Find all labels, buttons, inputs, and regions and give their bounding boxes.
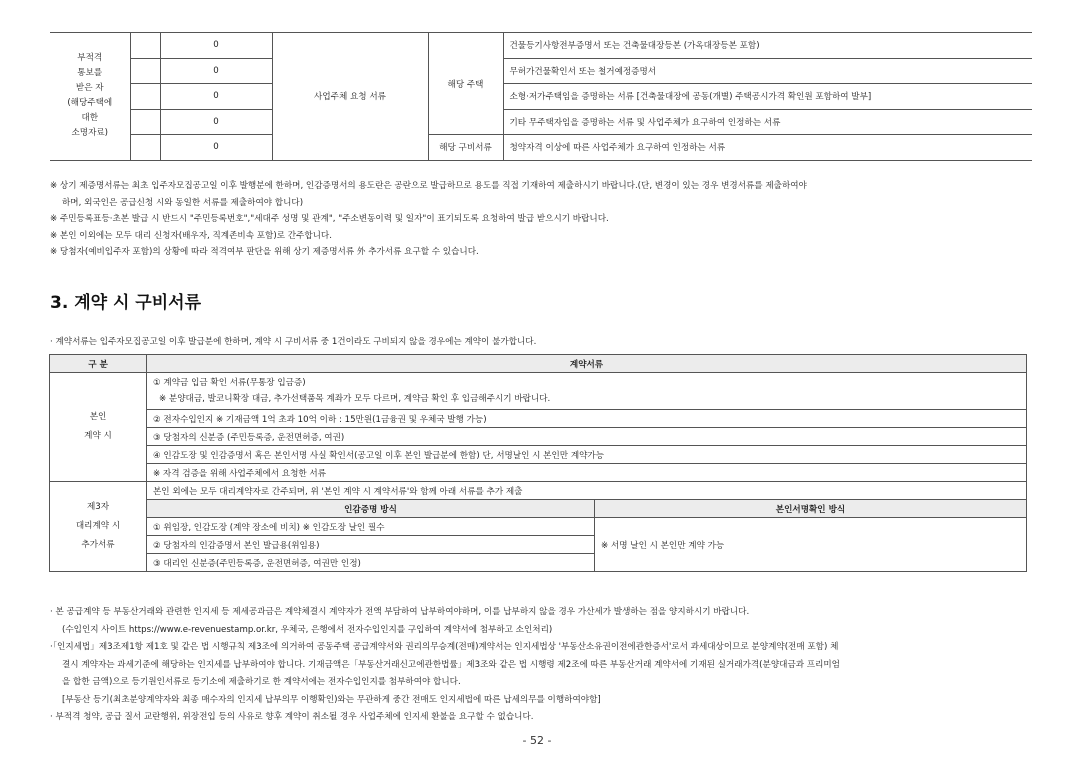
category-line: 부적격 — [77, 53, 103, 64]
self-item: ③ 당첨자의 신분증 (주민등록증, 운전면허증, 여권) — [147, 428, 1027, 446]
label-line: 대리계약 시 — [75, 521, 121, 531]
count-cell: 0 — [160, 135, 272, 161]
category-line: 소명자료) — [71, 128, 109, 139]
blank-cell — [130, 58, 160, 84]
note-line: · 본 공급계약 등 부동산거래와 관련한 인지세 등 제세공과금은 계약체결시 계약자가 전액 부담하여 납부하여야하며, 이를 납부하지 않을 경우 가산세가 발생하는 점을 양지하시기 바랍니다. — [50, 607, 750, 617]
self-contract-label — [50, 373, 147, 482]
ineligible-category-cell — [50, 33, 130, 161]
self-item: ② 전자수입인지 ※ 기재금액 1억 초과 10억 이하 : 15만원(1금융권 및 우체국 발행 가능) — [147, 410, 1027, 428]
notes-block-1 — [50, 178, 1040, 261]
note-line: [부동산 등기(최초분양계약자와 최종 매수자의 인지세 납부의무 이행확인)와는 무관하게 중간 전매도 인지세법에 따른 납세의무를 이행하여야함] — [62, 694, 601, 705]
note-line: · 부적격 청약, 공급 질서 교란행위, 위장전입 등의 사유로 향후 계약이 취소될 경우 사업주체에 인지세 환불을 요구할 수 없습니다. — [50, 712, 534, 722]
category-line: 받은 자 — [75, 83, 104, 94]
label-line: 계약 시 — [84, 431, 112, 441]
count-cell: 0 — [160, 109, 272, 135]
self-item: ※ 자격 검증을 위해 사업주체에서 요청한 서류 — [147, 464, 1027, 482]
note-line: ·「인지세법」제3조제1항 제1호 및 같은 법 시행규칙 제3조에 의거하여 공동주택 공급계약서와 권리의무승계(전매)계약서는 인지세법상 '부동산소유권이전에관한증서'로서 과세대상이므로 분양계약(전매 포함) 체 — [50, 642, 839, 652]
page-number: - 52 - — [522, 734, 552, 747]
header-docs: 계약서류 — [147, 355, 1027, 373]
note-line: 결시 계약자는 과세기준에 해당하는 인지세를 납부하여야 합니다. 기재금액은「부동산거래신고에관한법률」제3조와 같은 법 시행령 제2조에 따른 부동산거래 계약서에 기재된 실거래가격(분양대금과 프리미엄 — [62, 659, 840, 670]
label-line: 제3자 — [86, 502, 110, 512]
blank-cell — [130, 109, 160, 135]
seal-item: ③ 대리인 신분증(주민등록증, 운전면허증, 여권만 인정) — [147, 554, 595, 572]
self-item — [147, 373, 1027, 410]
contract-docs-table — [49, 354, 1027, 572]
seal-item: ② 당첨자의 인감증명서 본인 발급용(위임용) — [147, 536, 595, 554]
note-line: 하며, 외국인은 공급신청 시와 동일한 서류를 제출하여야 합니다) — [62, 197, 304, 208]
item-line: ① 계약금 입금 확인 서류(무통장 입금증) — [153, 378, 306, 388]
item-line: ※ 분양대금, 발코니확장 대금, 추가선택품목 계좌가 모두 다르며, 계약금 확인 후 입금해주시기 바랍니다. — [159, 394, 551, 404]
type-house-cell: 해당 주택 — [428, 33, 503, 135]
doc-cell: 무허가건물확인서 또는 철거예정증명서 — [503, 58, 1032, 84]
sign-note: ※ 서명 날인 시 본인만 계약 가능 — [595, 518, 1027, 572]
type-extra-cell: 해당 구비서류 — [428, 135, 503, 161]
notes-block-2 — [50, 604, 1030, 727]
ineligible-docs-table — [50, 32, 1032, 161]
seal-item: ① 위임장, 인감도장 (계약 장소에 비치) ※ 인감도장 날인 필수 — [147, 518, 595, 536]
count-cell: 0 — [160, 33, 272, 59]
note-line: ※ 본인 이외에는 모두 대리 신청자(배우자, 직계존비속 포함)로 간주합니다. — [50, 230, 332, 241]
category-line: 통보를 — [77, 68, 103, 79]
section-title: 3. 계약 시 구비서류 — [50, 293, 201, 313]
section-intro: · 계약서류는 입주자모집공고일 이후 발급분에 한하며, 계약 시 구비서류 중 1건이라도 구비되지 않을 경우에는 계약이 불가합니다. — [50, 337, 537, 347]
blank-cell — [130, 135, 160, 161]
category-line: 대한 — [81, 113, 99, 124]
note-line: ※ 주민등록표등·초본 발급 시 반드시 "주민등록번호","세대주 성명 및 관계", "주소변동이력 및 일자"이 표기되도록 요청하여 발급 받으시기 바랍니다. — [50, 214, 609, 224]
doc-cell: 기타 무주택자임을 증명하는 서류 및 사업주체가 요구하여 인정하는 서류 — [503, 109, 1032, 135]
blank-cell — [130, 84, 160, 110]
note-line: (수입인지 사이트 https://www.e-revenuestamp.or.kr, 우체국, 은행에서 전자수입인지를 구입하여 계약서에 첨부하고 소인처리) — [62, 624, 553, 635]
doc-cell: 소형·저가주택임을 증명하는 서류 [건축물대장에 공동(개별) 주택공시가격 확인원 포함하여 발부] — [503, 84, 1032, 110]
third-party-intro: 본인 외에는 모두 대리계약자로 간주되며, 위 '본인 계약 시 계약서류'와 함께 아래 서류를 추가 제출 — [147, 482, 1027, 500]
label-line: 추가서류 — [81, 540, 115, 550]
header-category: 구 분 — [50, 355, 147, 373]
third-party-label — [50, 482, 147, 572]
header-seal-method: 인감증명 방식 — [147, 500, 595, 518]
blank-cell — [130, 33, 160, 59]
note-line: 을 합한 금액)으로 등기원인서류로 등기소에 제출하기로 한 계약서에는 전자수입인지를 첨부하여야 합니다. — [62, 677, 461, 687]
self-item: ④ 인감도장 및 인감증명서 혹은 본인서명 사실 확인서(공고일 이후 본인 발급분에 한함) 단, 서명날인 시 본인만 계약가능 — [147, 446, 1027, 464]
source-cell: 사업주체 요청 서류 — [272, 33, 428, 161]
doc-cell: 청약자격 이상에 따른 사업주체가 요구하여 인정하는 서류 — [503, 135, 1032, 161]
note-line: ※ 상기 제증명서류는 최초 입주자모집공고일 이후 발행분에 한하며, 인감증명서의 용도란은 공란으로 발급하므로 용도를 직접 기재하여 제출하시기 바랍니다.(단, 변경이 있는 경우 변경서류를 제출하여야 — [50, 181, 807, 191]
category-line: (해당주택에 — [67, 98, 113, 109]
count-cell: 0 — [160, 84, 272, 110]
label-line: 본인 — [89, 412, 107, 422]
doc-cell: 건물등기사항전부증명서 또는 건축물대장등본 (가옥대장등본 포함) — [503, 33, 1032, 59]
note-line: ※ 당첨자(예비입주자 포함)의 상황에 따라 적격여부 판단을 위해 상기 제증명서류 外 추가서류 요구할 수 있습니다. — [50, 247, 479, 257]
count-cell: 0 — [160, 58, 272, 84]
header-sign-method: 본인서명확인 방식 — [595, 500, 1027, 518]
